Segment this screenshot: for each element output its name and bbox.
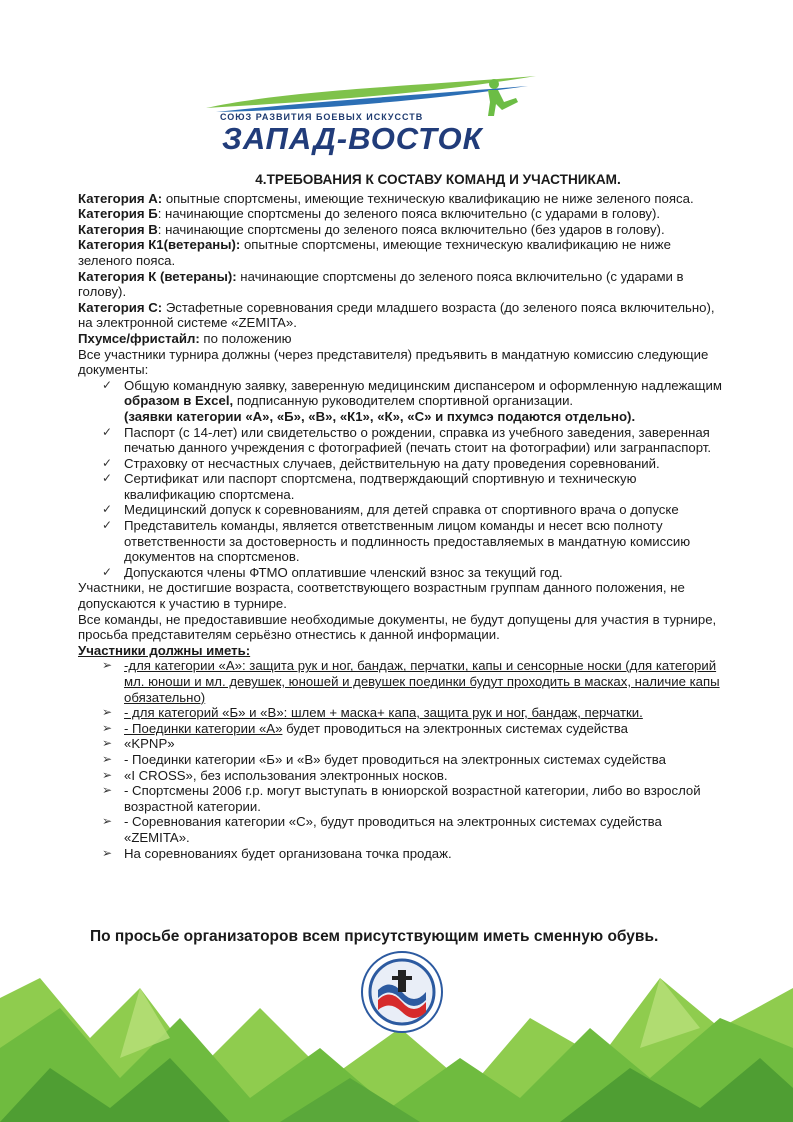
arrow-icon: ➢ bbox=[102, 705, 113, 720]
equipment-list bbox=[78, 658, 728, 861]
arrow-icon: ➢ bbox=[102, 751, 113, 766]
list-item: ✓ Медицинский допуск к соревнованиям, для детей справка от спортивного врача о допуске bbox=[102, 502, 679, 518]
category-text: Эстафетные соревнования среди младшего возраста (до зеленого пояса включительно), на электронной системе «ZEMITA». bbox=[78, 299, 715, 331]
checkmark-icon: ✓ bbox=[102, 502, 113, 517]
list-item: ➢ - Спортсмены 2006 г.р. могут выступать в юниорской возрастной категории, либо во взрослой возрастной категории. bbox=[102, 783, 701, 814]
category-label: Категория К1(ветераны): bbox=[78, 237, 241, 253]
category-poomsae bbox=[78, 331, 728, 347]
arrow-icon: ➢ bbox=[102, 845, 113, 860]
list-item: ➢ - Поединки категории «Б» и «В» будет проводиться на электронных системах судейства bbox=[102, 751, 666, 767]
list-item: ➢ - Соревнования категории «С», будут проводиться на электронных системах судейства «ZEMITA». bbox=[102, 814, 662, 845]
checkmark-icon: ✓ bbox=[102, 455, 113, 470]
arrow-icon: ➢ bbox=[102, 814, 113, 829]
document-body bbox=[78, 172, 728, 861]
arrow-icon: ➢ bbox=[102, 736, 113, 751]
category-label: Категория С: bbox=[78, 299, 163, 315]
category-a bbox=[78, 191, 728, 207]
list-item: ➢ - для категорий «Б» и «В»: шлем + маска+ капа, защита рук и ног, бандаж, перчатки. bbox=[102, 705, 643, 721]
equipment-heading: Участники должны иметь: bbox=[78, 642, 251, 658]
list-item: ➢ «KPNP» bbox=[102, 736, 175, 752]
category-label: Пхумсе/фристайл: bbox=[78, 330, 200, 346]
category-text: начинающие спортсмены до зеленого пояса включительно (с ударами в голову). bbox=[78, 268, 684, 300]
footer-note: По просьбе организаторов всем присутствующим иметь сменную обувь. bbox=[90, 928, 659, 945]
category-c bbox=[78, 300, 728, 331]
list-item: ✓ Паспорт (с 14-лет) или свидетельство о рождении, справка из учебного заведения, заверенная печатью данного учреждения с фотографией (печать стоит на фотографии) или загранпаспорт. bbox=[102, 424, 711, 456]
checkmark-icon: ✓ bbox=[102, 424, 113, 439]
list-item: ✓ Допускаются члены ФТМО оплатившие членский взнос за текущий год. bbox=[102, 564, 563, 580]
list-item: ➢ «I CROSS», без использования электронных носков. bbox=[102, 767, 448, 783]
logo-wordmark: ЗАПАД-ВОСТОК bbox=[222, 121, 483, 156]
category-text: : начинающие спортсмены до зеленого пояса включительно (с ударами в голову). bbox=[157, 206, 661, 222]
list-item: ➢ -для категории «А»: защита рук и ног, бандаж, перчатки, капы и сенсорные носки (для категорий мл. юноши и мл. девушек, юношей и девушек поединки будут проходить в масках, наличие капы обязательно) bbox=[102, 658, 720, 705]
checkmark-icon: ✓ bbox=[102, 377, 113, 392]
age-note: Участники, не достигшие возраста, соответствующего возрастным группам данного положения, не допускаются к участию в турнире. bbox=[78, 580, 685, 612]
documents-list bbox=[78, 378, 728, 581]
category-text: опытные спортсмены, имеющие техническую квалификацию не ниже зеленого пояса. bbox=[78, 237, 671, 268]
category-text: по положению bbox=[199, 330, 292, 346]
checkmark-icon: ✓ bbox=[102, 471, 113, 486]
documents-note: Все команды, не предоставившие необходимые документы, не будут допущены для участия в турнире, просьба представителям серьёзно отнестись к данной информации. bbox=[78, 611, 717, 643]
category-k bbox=[78, 269, 728, 300]
category-k1 bbox=[78, 237, 728, 268]
arrow-icon: ➢ bbox=[102, 720, 113, 735]
checkmark-icon: ✓ bbox=[102, 564, 113, 579]
list-item: ✓ Сертификат или паспорт спортсмена, подтверждающий спортивную и техническую квалификацию спортсмена. bbox=[102, 471, 637, 502]
arrow-icon: ➢ bbox=[102, 783, 113, 798]
category-label: Категория Б bbox=[78, 206, 158, 222]
union-logo bbox=[198, 68, 542, 158]
logo-tagline: СОЮЗ РАЗВИТИЯ БОЕВЫХ ИСКУССТВ bbox=[220, 112, 424, 122]
federation-emblem-icon bbox=[360, 950, 444, 1034]
list-item: ➢ - Поединки категории «А» будет проводиться на электронных системах судейства bbox=[102, 720, 628, 736]
list-item: ✓ Страховку от несчастных случаев, действительную на дату проведения соревнований. bbox=[102, 455, 660, 471]
arrow-icon: ➢ bbox=[102, 658, 113, 673]
list-item: ➢ На соревнованиях будет организована точка продаж. bbox=[102, 845, 452, 861]
category-label: Категория А: bbox=[78, 190, 163, 206]
category-b bbox=[78, 206, 728, 222]
category-v bbox=[78, 222, 728, 238]
checkmark-icon: ✓ bbox=[102, 518, 113, 533]
section-title: 4.ТРЕБОВАНИЯ К СОСТАВУ КОМАНД И УЧАСТНИКАМ. bbox=[255, 172, 621, 187]
list-item: ✓ Представитель команды, является ответственным лицом команды и несет всю полноту ответственности за достоверность и подлинность предоставляемых в мандатную комиссию документов на спортсменов. bbox=[102, 518, 691, 565]
arrow-icon: ➢ bbox=[102, 767, 113, 782]
category-label: Категория В bbox=[78, 221, 158, 237]
category-text: : начинающие спортсмены до зеленого пояса включительно (без ударов в голову). bbox=[157, 221, 665, 237]
category-label: Категория К (ветераны): bbox=[78, 268, 237, 284]
list-item: ✓ Общую командную заявку, заверенную медицинским диспансером и оформленную надлежащим образом в Excel, подписанную руководителем спортивной организации. (заявки категории «А», «Б», «В», «К1», «К», «С» и пхумсэ подаются отдельно). bbox=[102, 377, 722, 424]
category-text: опытные спортсмены, имеющие техническую квалификацию не ниже зеленого пояса. bbox=[162, 190, 694, 206]
documents-intro: Все участники турнира должны (через представителя) предъявить в мандатную комиссию следующие документы: bbox=[78, 346, 709, 378]
